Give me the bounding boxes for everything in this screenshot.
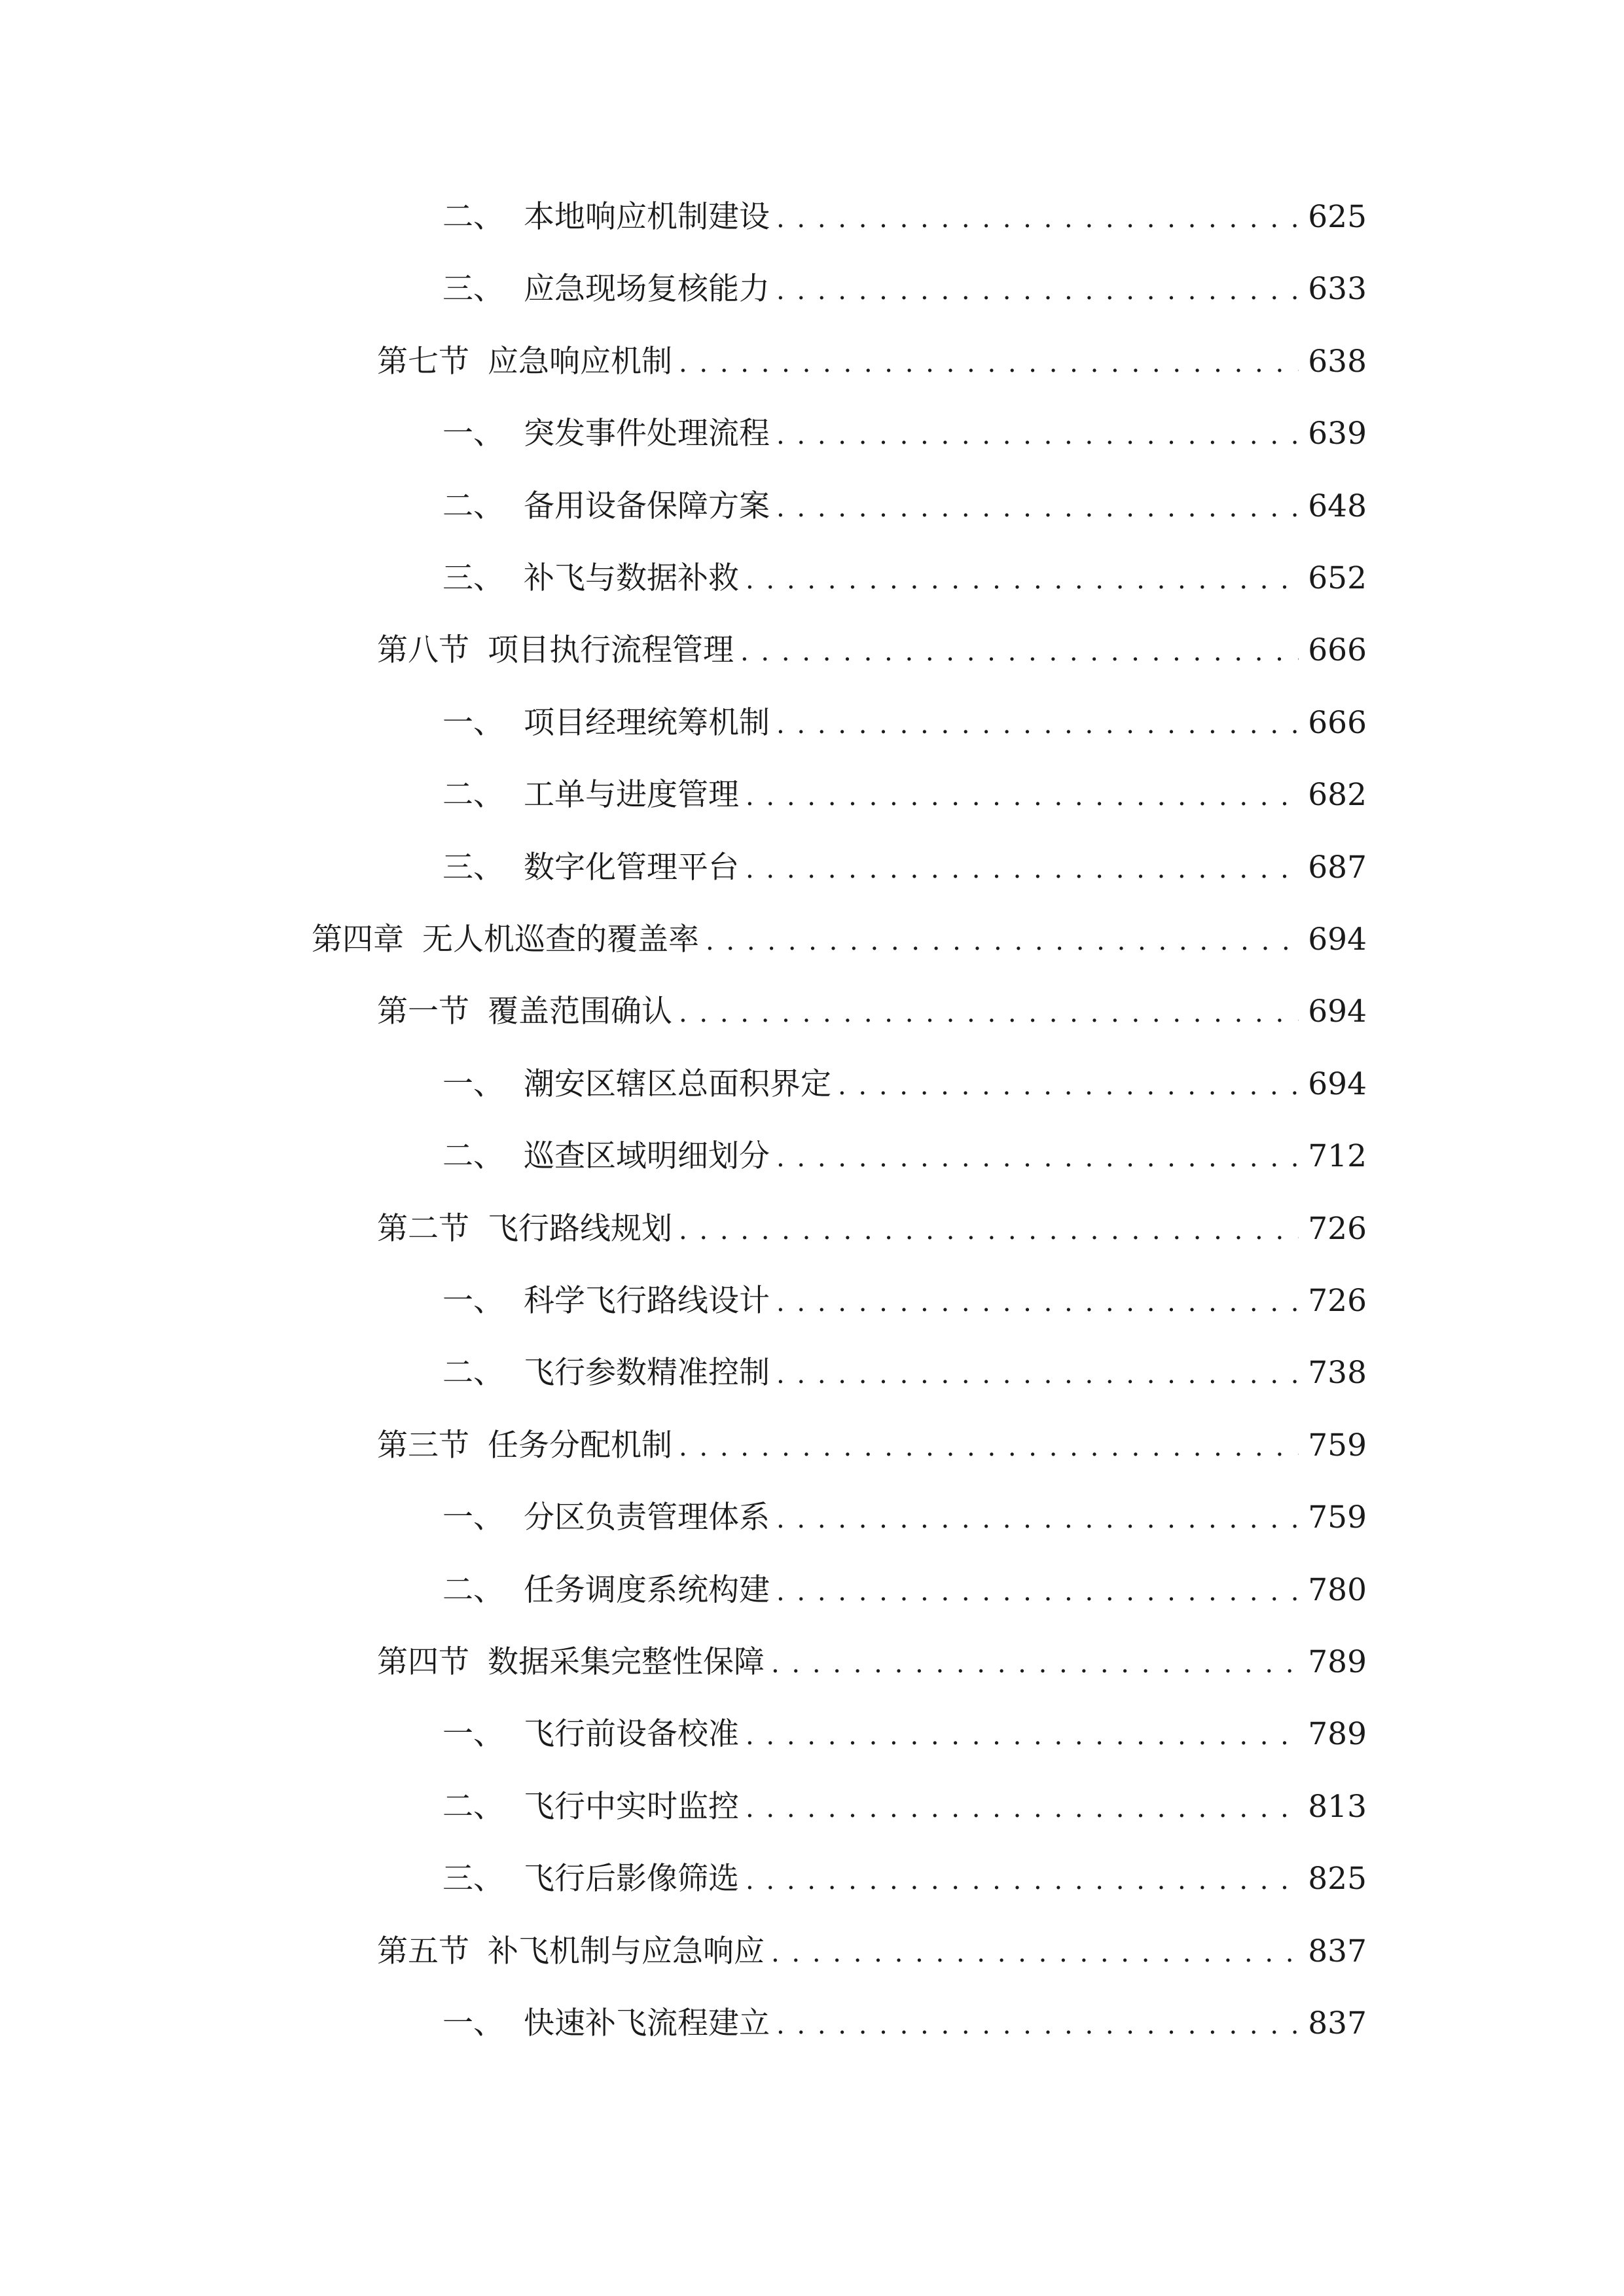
toc-entry-title: 工单与进度管理 bbox=[524, 777, 739, 813]
dot-leader bbox=[776, 199, 1299, 238]
toc-entry-number: 二、 bbox=[442, 1138, 504, 1174]
toc-entry-page-number: 666 bbox=[1308, 705, 1367, 741]
toc-entry-page-number: 666 bbox=[1308, 632, 1367, 668]
toc-entry[interactable] bbox=[442, 1571, 1367, 1610]
dot-leader bbox=[838, 1066, 1299, 1105]
toc-entry-page-number: 813 bbox=[1308, 1789, 1367, 1825]
toc-entry-page-number: 648 bbox=[1308, 488, 1367, 524]
toc-entry[interactable] bbox=[312, 920, 1367, 960]
toc-entry[interactable] bbox=[377, 1426, 1367, 1465]
dot-leader bbox=[776, 416, 1299, 455]
toc-entry-title: 突发事件处理流程 bbox=[524, 416, 770, 452]
dot-leader bbox=[679, 1211, 1299, 1250]
toc-entry-title: 飞行后影像筛选 bbox=[524, 1861, 739, 1897]
dot-leader bbox=[679, 1427, 1299, 1467]
toc-entry-number: 第四章 bbox=[312, 922, 404, 958]
toc-entry[interactable] bbox=[442, 1859, 1367, 1899]
toc-entry-number: 二、 bbox=[442, 1572, 504, 1608]
toc-entry-number: 第五节 bbox=[377, 1933, 469, 1969]
toc-entry-page-number: 789 bbox=[1308, 1716, 1367, 1752]
dot-leader bbox=[776, 1138, 1299, 1177]
toc-entry-title: 覆盖范围确认 bbox=[488, 994, 672, 1030]
toc-entry[interactable] bbox=[442, 1354, 1367, 1393]
toc-entry-number: 三、 bbox=[442, 560, 504, 596]
toc-entry-page-number: 759 bbox=[1308, 1427, 1367, 1463]
toc-entry[interactable] bbox=[442, 1282, 1367, 1321]
toc-entry-title: 无人机巡查的覆盖率 bbox=[422, 922, 699, 958]
toc-entry-number: 第二节 bbox=[377, 1211, 469, 1247]
toc-entry[interactable] bbox=[442, 487, 1367, 526]
toc-entry-number: 第七节 bbox=[377, 344, 469, 380]
toc-entry-title: 任务分配机制 bbox=[488, 1427, 672, 1463]
toc-entry-number: 二、 bbox=[442, 777, 504, 813]
toc-entry-title: 本地响应机制建设 bbox=[524, 199, 770, 235]
dot-leader bbox=[746, 1789, 1299, 1828]
toc-entry-title: 补飞机制与应急响应 bbox=[488, 1933, 765, 1969]
toc-entry-page-number: 738 bbox=[1308, 1355, 1367, 1391]
dot-leader bbox=[740, 632, 1299, 672]
toc-entry-page-number: 726 bbox=[1308, 1211, 1367, 1247]
toc-entry-page-number: 825 bbox=[1308, 1861, 1367, 1897]
toc-entry[interactable] bbox=[442, 198, 1367, 237]
toc-entry-page-number: 712 bbox=[1308, 1138, 1367, 1174]
toc-entry[interactable] bbox=[442, 1787, 1367, 1827]
toc-entry-number: 第一节 bbox=[377, 994, 469, 1030]
toc-entry-number: 一、 bbox=[442, 2005, 504, 2041]
toc-entry-title: 飞行路线规划 bbox=[488, 1211, 672, 1247]
dot-leader bbox=[771, 1644, 1299, 1683]
toc-entry-title: 快速补飞流程建立 bbox=[524, 2005, 770, 2041]
toc-entry[interactable] bbox=[377, 342, 1367, 382]
toc-entry[interactable] bbox=[377, 1210, 1367, 1249]
toc-entry[interactable] bbox=[377, 631, 1367, 670]
toc-entry[interactable] bbox=[442, 848, 1367, 888]
dot-leader bbox=[776, 1572, 1299, 1611]
toc-entry-number: 第三节 bbox=[377, 1427, 469, 1463]
toc-entry-page-number: 694 bbox=[1308, 1066, 1367, 1102]
toc-entry-number: 一、 bbox=[442, 1499, 504, 1535]
toc-entry-title: 飞行中实时监控 bbox=[524, 1789, 739, 1825]
toc-entry-title: 应急现场复核能力 bbox=[524, 271, 770, 307]
toc-entry-title: 飞行前设备校准 bbox=[524, 1716, 739, 1752]
dot-leader bbox=[746, 777, 1299, 816]
toc-entry-number: 二、 bbox=[442, 1355, 504, 1391]
toc-entry-title: 备用设备保障方案 bbox=[524, 488, 770, 524]
toc-entry[interactable] bbox=[442, 559, 1367, 598]
toc-entry[interactable] bbox=[442, 2004, 1367, 2043]
toc-entry-page-number: 633 bbox=[1308, 271, 1367, 307]
toc-entry-title: 潮安区辖区总面积界定 bbox=[524, 1066, 831, 1102]
dot-leader bbox=[776, 705, 1299, 744]
toc-entry[interactable] bbox=[442, 270, 1367, 309]
toc-entry-title: 应急响应机制 bbox=[488, 344, 672, 380]
toc-entry-title: 数字化管理平台 bbox=[524, 850, 739, 886]
toc-entry-title: 巡查区域明细划分 bbox=[524, 1138, 770, 1174]
toc-entry[interactable] bbox=[442, 414, 1367, 454]
toc-entry-page-number: 694 bbox=[1308, 994, 1367, 1030]
toc-entry-page-number: 780 bbox=[1308, 1572, 1367, 1608]
toc-entry-number: 三、 bbox=[442, 850, 504, 886]
toc-entry-number: 二、 bbox=[442, 488, 504, 524]
toc-entry[interactable] bbox=[442, 1137, 1367, 1176]
dot-leader bbox=[771, 1933, 1299, 1973]
toc-entry-page-number: 682 bbox=[1308, 777, 1367, 813]
toc-entry-page-number: 639 bbox=[1308, 416, 1367, 452]
toc-entry-page-number: 726 bbox=[1308, 1283, 1367, 1319]
dot-leader bbox=[746, 1716, 1299, 1755]
toc-entry[interactable] bbox=[377, 1643, 1367, 1682]
toc-entry-number: 二、 bbox=[442, 1789, 504, 1825]
dot-leader bbox=[746, 1861, 1299, 1900]
toc-entry-page-number: 789 bbox=[1308, 1644, 1367, 1680]
toc-entry-title: 科学飞行路线设计 bbox=[524, 1283, 770, 1319]
toc-entry-page-number: 652 bbox=[1308, 560, 1367, 596]
toc-entry-number: 一、 bbox=[442, 1066, 504, 1102]
toc-entry-number: 一、 bbox=[442, 1283, 504, 1319]
toc-entry-page-number: 638 bbox=[1308, 344, 1367, 380]
toc-entry-number: 三、 bbox=[442, 271, 504, 307]
toc-entry-page-number: 625 bbox=[1308, 199, 1367, 235]
toc-entry-title: 项目经理统筹机制 bbox=[524, 705, 770, 741]
toc-entry[interactable] bbox=[442, 704, 1367, 743]
dot-leader bbox=[776, 271, 1299, 310]
dot-leader bbox=[776, 488, 1299, 528]
dot-leader bbox=[746, 850, 1299, 889]
toc-entry-number: 一、 bbox=[442, 705, 504, 741]
toc-entry-page-number: 837 bbox=[1308, 1933, 1367, 1969]
dot-leader bbox=[776, 2005, 1299, 2045]
dot-leader bbox=[776, 1283, 1299, 1322]
dot-leader bbox=[776, 1499, 1299, 1539]
toc-entry-page-number: 837 bbox=[1308, 2005, 1367, 2041]
toc-entry-number: 一、 bbox=[442, 416, 504, 452]
toc-entry-number: 三、 bbox=[442, 1861, 504, 1897]
dot-leader bbox=[706, 922, 1299, 961]
dot-leader bbox=[746, 560, 1299, 600]
toc-entry-page-number: 694 bbox=[1308, 922, 1367, 958]
toc-entry-number: 第八节 bbox=[377, 632, 469, 668]
toc-entry[interactable] bbox=[377, 992, 1367, 1031]
toc-entry-title: 补飞与数据补救 bbox=[524, 560, 739, 596]
toc-entry[interactable] bbox=[442, 1065, 1367, 1104]
dot-leader bbox=[776, 1355, 1299, 1394]
toc-entry[interactable] bbox=[377, 1932, 1367, 1971]
toc-entry-number: 一、 bbox=[442, 1716, 504, 1752]
dot-leader bbox=[679, 994, 1299, 1033]
toc-entry-title: 数据采集完整性保障 bbox=[488, 1644, 765, 1680]
toc-entry-page-number: 759 bbox=[1308, 1499, 1367, 1535]
toc-entry-number: 二、 bbox=[442, 199, 504, 235]
toc-entry-title: 任务调度系统构建 bbox=[524, 1572, 770, 1608]
toc-entry[interactable] bbox=[442, 776, 1367, 815]
toc-entry-title: 项目执行流程管理 bbox=[488, 632, 734, 668]
toc-entry-number: 第四节 bbox=[377, 1644, 469, 1680]
toc-entry[interactable] bbox=[442, 1498, 1367, 1537]
dot-leader bbox=[679, 344, 1299, 383]
toc-entry-page-number: 687 bbox=[1308, 850, 1367, 886]
toc-entry-title: 分区负责管理体系 bbox=[524, 1499, 770, 1535]
toc-entry-title: 飞行参数精准控制 bbox=[524, 1355, 770, 1391]
toc-entry[interactable] bbox=[442, 1715, 1367, 1754]
